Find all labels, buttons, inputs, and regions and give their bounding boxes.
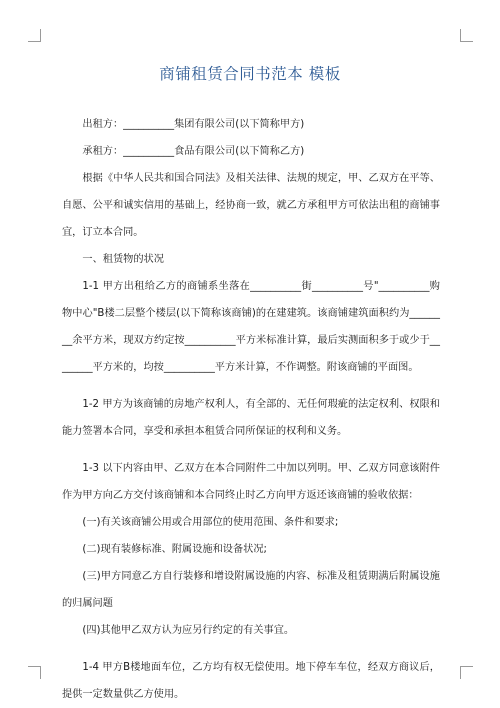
crop-mark-bottom-right [460,666,473,679]
clause-1-1: 1-1 甲方出租给乙方的商铺系坐落在__________街__________号"__________购物中心"B楼二层整个楼层(以下简称该商铺)的在建建筑。该商铺建筑面积约为________余平方米，现双方约定按__________平方米标准计算，最后实测面积多于或少于________平方米的，均按__________平方米计算，不作调整。附该商铺的平面图。 [62,281,440,373]
preamble-paragraph: 根据《中华人民共和国合同法》及相关法律、法规的规定，甲、乙双方在平等、自愿、公平和诚实信用的基础上，经协商一致，就乙方承租甲方可依法出租的商铺事宜，订立本合同。 [62,173,440,238]
clause-1-3: 1-3 以下内容由甲、乙双方在本合同附件二中加以列明。甲、乙双方同意该附件作为甲方向乙方交付该商铺和本合同终止时乙方向甲方返还该商铺的验收依据： [62,463,440,501]
section-heading: 一、租赁物的状况 [82,254,164,265]
lessee-line: 承租方：__________食品有限公司(以下简称乙方) [82,146,305,157]
crop-mark-bottom-left [28,666,41,679]
crop-mark-top-right [460,29,473,42]
document-title: 商铺租赁合同书范本 模板 [159,65,341,83]
clause-1-3-item-3: (三)甲方同意乙方自行装修和增设附属设施的内容、标准及租赁期满后附属设施的归属问题 [62,571,440,609]
clause-1-3-item-4: (四)其他甲乙双方认为应另行约定的有关事宜。 [82,625,295,636]
document-body [62,111,440,708]
clause-1-3-item-2: (二)现有装修标准、附属设施和设备状况; [82,544,267,555]
clause-1-3-item-1: (一)有关该商铺公用或合用部位的使用范围、条件和要求; [82,517,339,528]
clause-1-4: 1-4 甲方B楼地面车位，乙方均有权无偿使用。地下停车车位，经双方商议后，提供一定数量供乙方使用。 [62,662,440,700]
lessor-line: 出租方：__________集团有限公司(以下简称甲方) [82,119,305,130]
clause-1-2: 1-2 甲方为该商铺的房地产权利人，有全部的、无任何瑕疵的法定权利、权限和能力签署本合同，享受和承担本租赁合同所保证的权利和义务。 [62,399,440,437]
crop-mark-top-left [28,29,41,42]
